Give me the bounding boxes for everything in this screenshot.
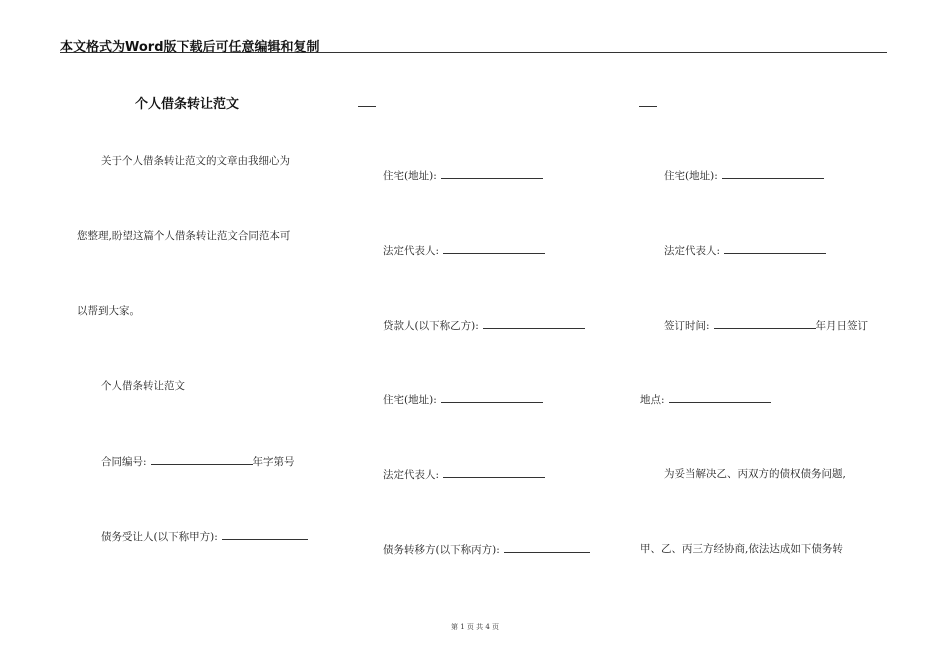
transferor-blank <box>504 542 590 553</box>
signing-time-row <box>664 318 868 333</box>
place-row <box>640 392 771 407</box>
place-label: 地点: <box>640 394 665 406</box>
transferee-label: 债务受让人(以下称甲方): <box>101 531 218 543</box>
legal-rep-label: 法定代表人: <box>383 469 440 481</box>
legal-rep-row-2 <box>383 467 545 482</box>
contract-number-suffix: 年字第号 <box>252 456 295 468</box>
header-rule <box>60 52 887 53</box>
page-header-title: 本文格式为Word版下载后可任意编辑和复制 <box>60 40 320 55</box>
address-row-3 <box>664 168 824 183</box>
legal-rep-label: 法定代表人: <box>664 245 721 257</box>
address-row-2 <box>383 392 543 407</box>
page-footer: 第 1 页 共 4 页 <box>450 623 500 631</box>
legal-rep-label: 法定代表人: <box>383 245 440 257</box>
legal-rep-blank <box>724 243 826 254</box>
place-blank <box>669 392 771 403</box>
legal-rep-blank <box>443 243 545 254</box>
title-stub-line <box>639 96 657 107</box>
address-blank <box>441 168 543 179</box>
legal-rep-row-1 <box>383 243 545 258</box>
legal-rep-blank <box>443 467 545 478</box>
address-row-1 <box>383 168 543 183</box>
agreement-paragraph-line-2: 甲、乙、丙三方经协商,依法达成如下债务转 <box>640 543 843 555</box>
legal-rep-row-3 <box>664 243 826 258</box>
address-label: 住宅(地址): <box>383 394 437 406</box>
intro-line-3: 以帮到大家。 <box>77 305 140 317</box>
transferee-blank <box>222 529 308 540</box>
transferor-label: 债务转移方(以下称丙方): <box>383 544 500 556</box>
lender-label: 贷款人(以下称乙方): <box>383 320 479 332</box>
agreement-paragraph-line-1: 为妥当解决乙、丙双方的债权债务问题, <box>664 468 846 480</box>
lender-blank <box>483 318 585 329</box>
contract-number-row <box>101 454 295 469</box>
address-label: 住宅(地址): <box>664 170 718 182</box>
transferee-row <box>101 529 308 544</box>
transferor-row <box>383 542 590 557</box>
document-title: 个人借条转让范文 <box>135 97 240 112</box>
address-label: 住宅(地址): <box>383 170 437 182</box>
address-blank <box>722 168 824 179</box>
address-blank <box>441 392 543 403</box>
signing-time-label: 签订时间: <box>664 320 710 332</box>
lender-row <box>383 318 585 333</box>
intro-line-2: 您整理,盼望这篇个人借条转让范文合同范本可 <box>77 230 291 242</box>
title-stub-line <box>358 96 376 107</box>
section-subtitle: 个人借条转让范文 <box>101 380 185 392</box>
signing-time-suffix: 年月日签订 <box>815 320 869 332</box>
signing-time-blank <box>714 318 816 329</box>
contract-number-blank <box>151 454 253 465</box>
intro-line-1: 关于个人借条转让范文的文章由我细心为 <box>101 155 290 167</box>
contract-number-label: 合同编号: <box>101 456 147 468</box>
